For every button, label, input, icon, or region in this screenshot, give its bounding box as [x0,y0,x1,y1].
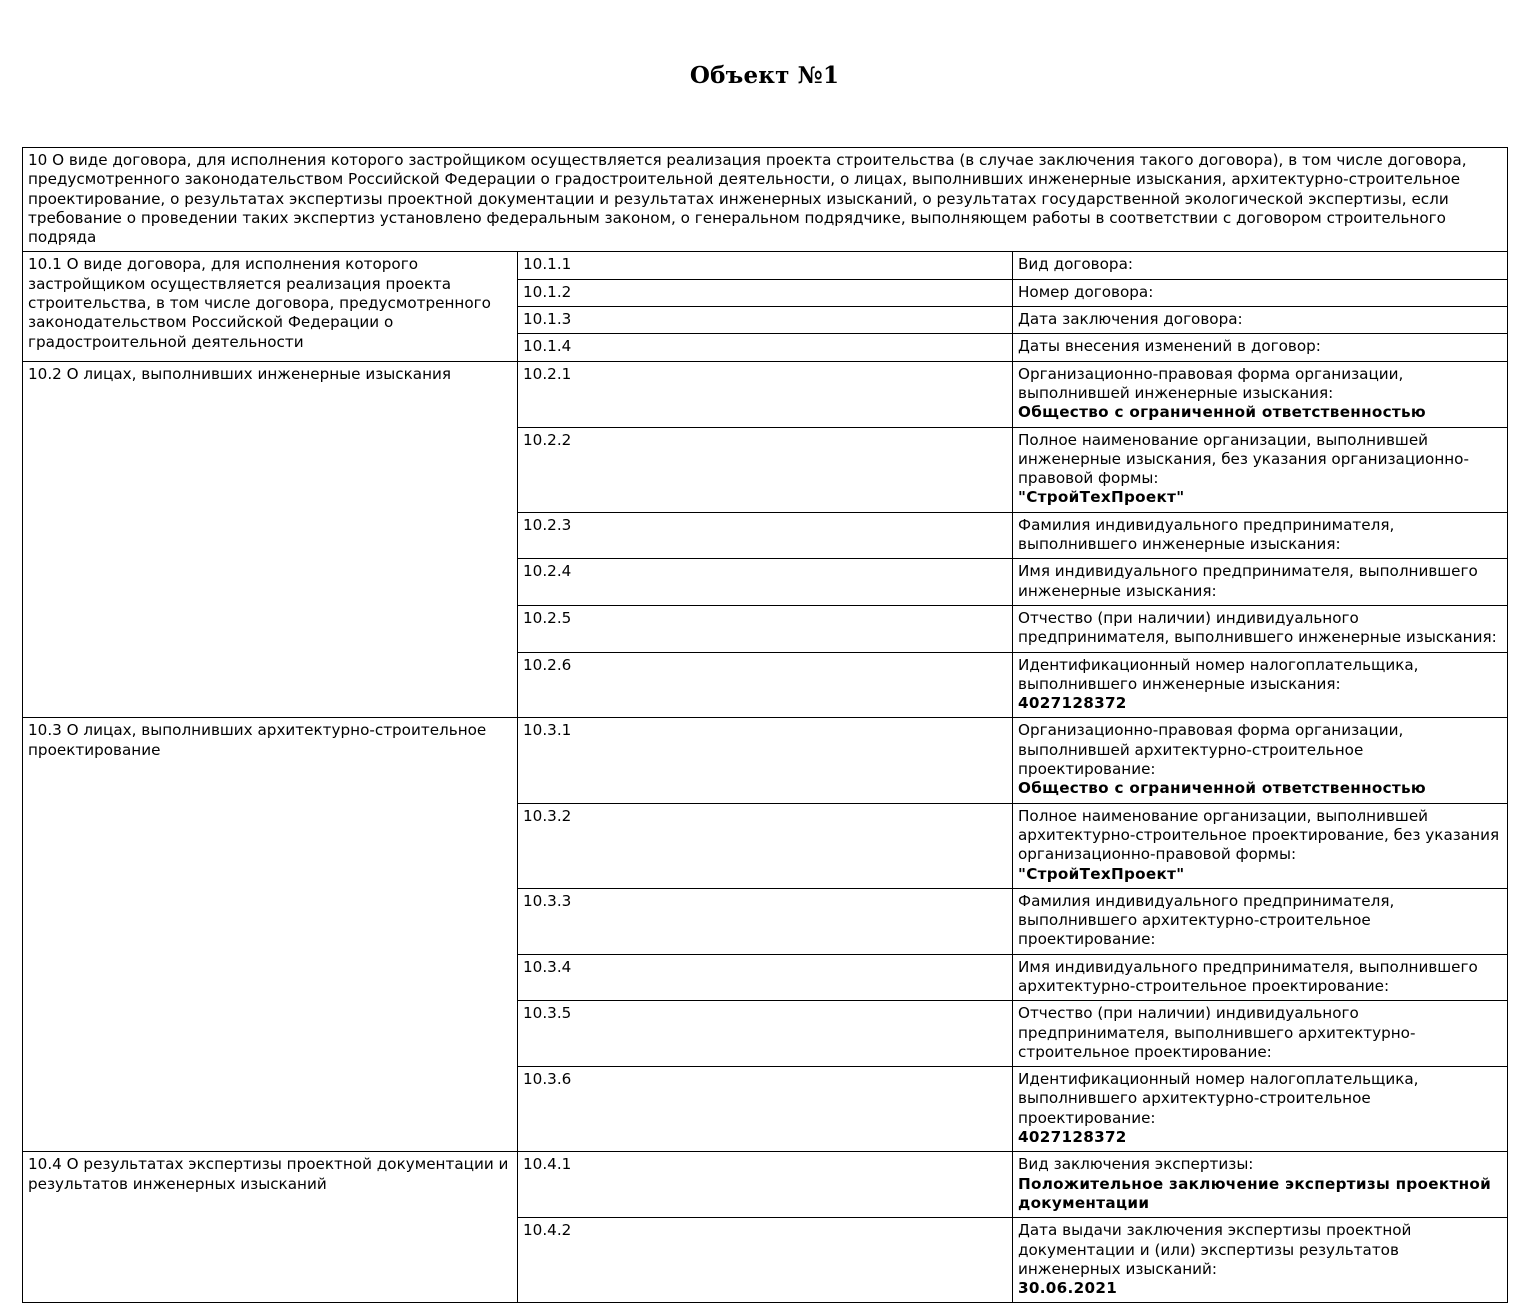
row-code: 10.3.5 [518,1001,1013,1067]
row-label: Номер договора: [1018,282,1154,301]
row-label: Полное наименование организации, выполнившей инженерные изыскания, без указания организационно-правовой формы: [1018,430,1469,488]
row-code: 10.4.1 [518,1152,1013,1218]
row-label: Фамилия индивидуального предпринимателя, выполнившего архитектурно-строительное проектирование: [1018,891,1395,949]
row-body [1013,307,1508,334]
row-label: Имя индивидуального предпринимателя, выполнившего инженерные изыскания: [1018,562,1478,600]
table-row-header [23,148,1508,252]
row-label: Вид договора: [1018,255,1133,274]
row-code: 10.3.6 [518,1067,1013,1152]
row-body [1013,652,1508,718]
row-code: 10.3.3 [518,888,1013,954]
row-label: Имя индивидуального предпринимателя, выполнившего архитектурно-строительное проектирование: [1018,957,1478,995]
row-body [1013,1001,1508,1067]
row-body [1013,427,1508,512]
table-row [23,252,1508,279]
row-code: 10.2.4 [518,559,1013,606]
row-label: Фамилия индивидуального предпринимателя, выполнившего инженерные изыскания: [1018,515,1395,554]
row-code: 10.2.2 [518,427,1013,512]
section-10-4-label: 10.4 О результатах экспертизы проектной документации и результатов инженерных изысканий [23,1152,518,1303]
object-info-table [22,147,1508,1303]
section-10-3-label: 10.3 О лицах, выполнивших архитектурно-строительное проектирование [23,718,518,1152]
section-10-header: 10 О виде договора, для исполнения которого застройщиком осуществляется реализация проекта строительства (в случае заключения такого договора), в том числе договора, предусмотренного законодательством Российской Федерации о градостроительной деятельности, о лицах, выполнивших инженерные изыскания, архитектурно-строительное проектирование, о результатах экспертизы проектной документации и результатах инженерных изысканий, о результатах государственной экологической экспертизы, если требование о проведении таких экспертиз установлено федеральным законом, о генеральном подрядчике, выполняющем работы в соответствии с договором строительного подряда [23,148,1508,252]
row-code: 10.2.3 [518,512,1013,559]
table-row [23,361,1508,427]
row-body [1013,888,1508,954]
row-body [1013,605,1508,652]
row-code: 10.3.1 [518,718,1013,803]
row-label: Отчество (при наличии) индивидуального предпринимателя, выполнившего инженерные изыскания: [1018,608,1497,647]
section-10-2-label: 10.2 О лицах, выполнивших инженерные изыскания [23,361,518,718]
row-body [1013,334,1508,361]
row-body [1013,1218,1508,1303]
row-body [1013,718,1508,803]
row-label: Полное наименование организации, выполнившей архитектурно-строительное проектирование, без указания организационно-правовой формы: [1018,806,1500,864]
row-body [1013,1067,1508,1152]
row-body [1013,252,1508,279]
row-value: 30.06.2021 [1018,1279,1118,1298]
row-value: 4027128372 [1018,694,1127,713]
row-label: Идентификационный номер налогоплательщика, выполнившего архитектурно-строительное проектирование: [1018,1070,1419,1127]
row-label: Отчество (при наличии) индивидуального предпринимателя, выполнившего архитектурно-строительное проектирование: [1018,1004,1416,1061]
row-code: 10.1.4 [518,334,1013,361]
row-value: Общество с ограниченной ответственностью [1018,403,1426,422]
row-label: Организационно-правовая форма организации, выполнившей архитектурно-строительное проектирование: [1018,721,1404,779]
row-label: Даты внесения изменений в договор: [1018,337,1321,356]
table-row [23,718,1508,803]
row-code: 10.3.2 [518,803,1013,888]
row-label: Организационно-правовая форма организации, выполнившей инженерные изыскания: [1018,364,1404,402]
row-code: 10.2.6 [518,652,1013,718]
row-value: Общество с ограниченной ответственностью [1018,779,1426,798]
row-body [1013,361,1508,427]
row-code: 10.2.5 [518,605,1013,652]
row-code: 10.3.4 [518,954,1013,1001]
row-label: Вид заключения экспертизы: [1018,1155,1254,1174]
row-body [1013,954,1508,1001]
row-value: 4027128372 [1018,1128,1127,1147]
row-label: Дата выдачи заключения экспертизы проектной документации и (или) экспертизы результатов инженерных изысканий: [1018,1221,1412,1278]
row-code: 10.1.1 [518,252,1013,279]
row-value: Положительное заключение экспертизы проектной документации [1018,1174,1492,1212]
row-value: "СтройТехПроект" [1018,864,1185,883]
section-10-1-label: 10.1 О виде договора, для исполнения которого застройщиком осуществляется реализация проекта строительства, в том числе договора, предусмотренного законодательством Российской Федерации о градостроительной деятельности [23,252,518,361]
row-label: Идентификационный номер налогоплательщика, выполнившего инженерные изыскания: [1018,655,1419,693]
row-body [1013,512,1508,559]
row-body [1013,803,1508,888]
row-label: Дата заключения договора: [1018,310,1243,329]
row-code: 10.2.1 [518,361,1013,427]
page-title: Объект №1 [689,62,840,89]
row-value: "СтройТехПроект" [1018,488,1185,507]
table-row [23,1152,1508,1218]
row-code: 10.1.3 [518,307,1013,334]
row-body [1013,559,1508,606]
row-body [1013,1152,1508,1218]
row-body [1013,279,1508,306]
row-code: 10.4.2 [518,1218,1013,1303]
row-code: 10.1.2 [518,279,1013,306]
document-page [0,62,1529,1303]
